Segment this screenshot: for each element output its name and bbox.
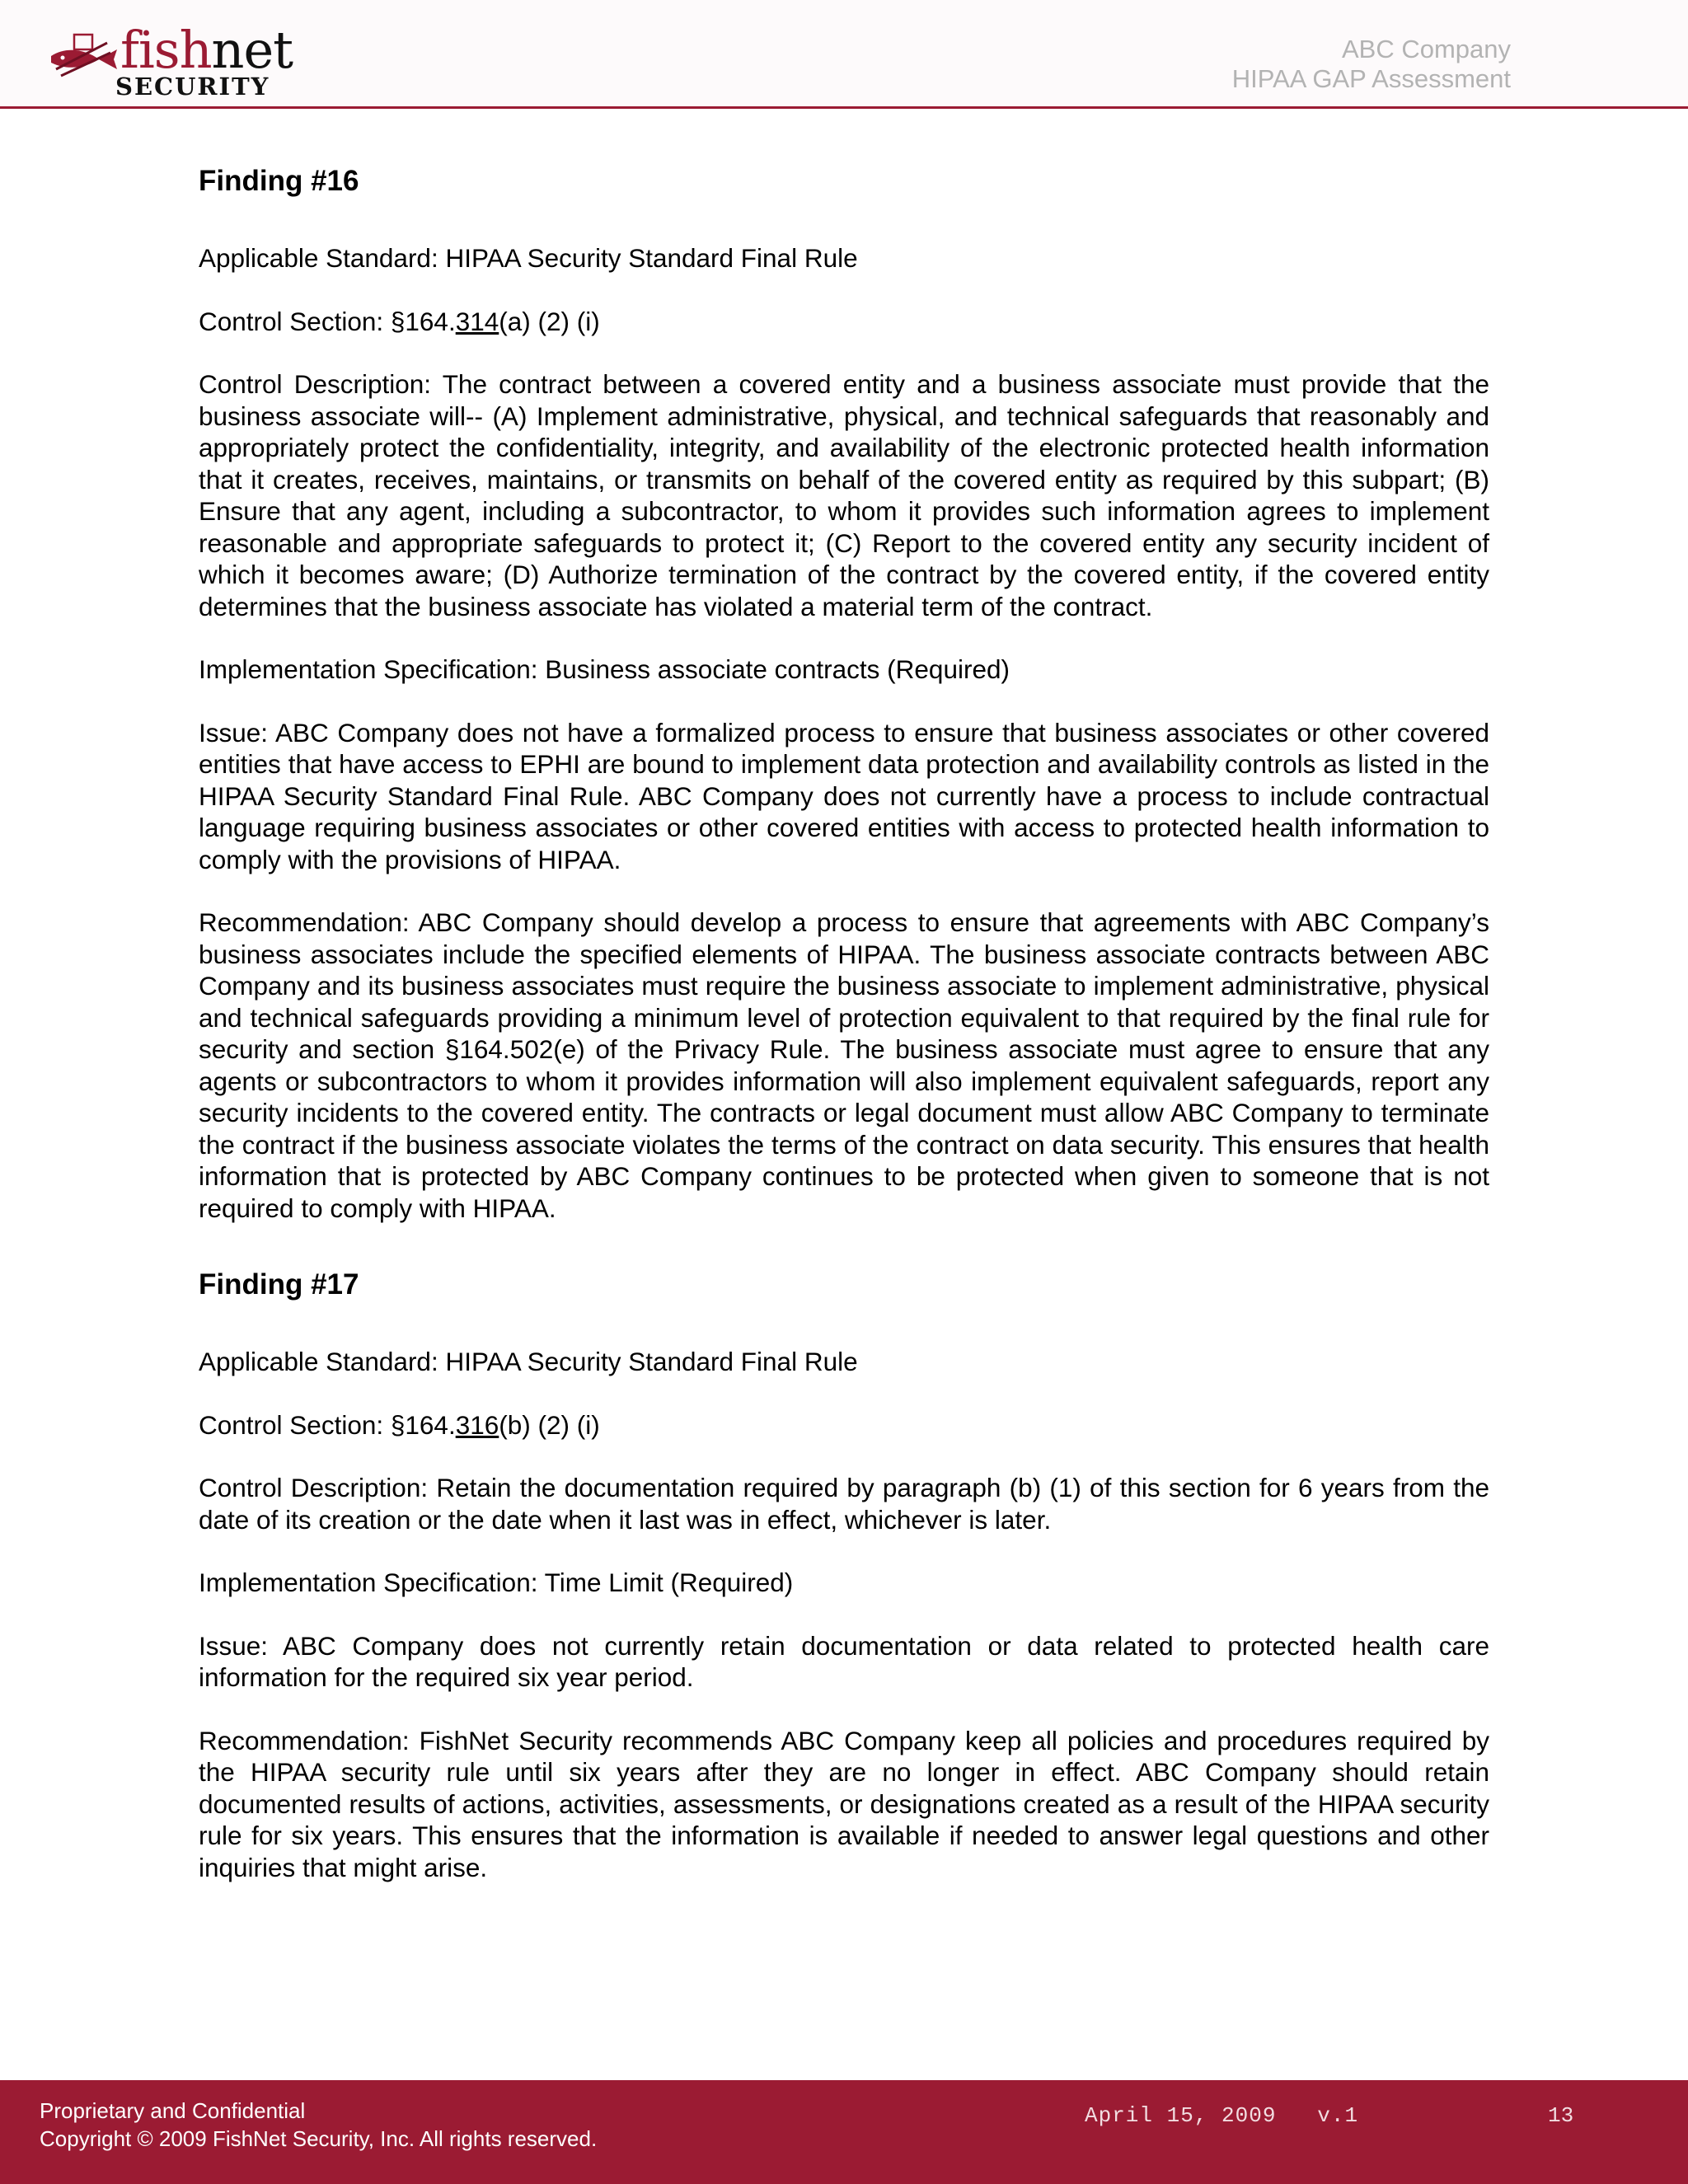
recommendation: Recommendation: FishNet Security recommends ABC Company keep all policies and procedures required by the HIPAA security rule until six years after they are no longer in effect. ABC Company should retain documented results of actions, activities, assessments, or designations created as a result of the HIPAA security rule for six years. This ensures that the information is available if needed to answer legal questions and other inquiries that might arise. xyxy=(199,1725,1489,1882)
logo-word-security: SECURITY xyxy=(115,73,270,101)
page-footer xyxy=(0,2080,1688,2184)
control-section-prefix: Control Section: §164. xyxy=(199,1409,456,1440)
finding-title: Finding #16 xyxy=(199,165,359,197)
control-description: Control Description: Retain the documentation required by paragraph (b) (1) of this section for 6 years from the date of its creation or the date when it last was in effect, whichever is later. xyxy=(199,1473,1489,1535)
footer-page-number: 13 xyxy=(1548,2103,1574,2128)
control-section-suffix: (a) (2) (i) xyxy=(499,306,600,336)
logo-word-net: net xyxy=(211,20,293,80)
fish-logo-icon xyxy=(49,31,120,89)
document-body xyxy=(199,163,1489,1915)
header-meta xyxy=(1232,35,1511,94)
applicable-standard: Applicable Standard: HIPAA Security Standard Final Rule xyxy=(199,243,858,273)
finding-title: Finding #17 xyxy=(199,1268,359,1301)
control-section xyxy=(199,306,1489,338)
header-company: ABC Company xyxy=(1341,35,1511,63)
header-document-title: HIPAA GAP Assessment xyxy=(1231,64,1511,93)
logo-wordmark xyxy=(120,20,293,80)
control-section-number: 314 xyxy=(455,306,499,336)
finding-17 xyxy=(199,1267,1489,1883)
implementation-specification: Implementation Specification: Time Limit (Required) xyxy=(199,1568,794,1597)
control-section-prefix: Control Section: §164. xyxy=(199,306,456,336)
issue: Issue: ABC Company does not currently retain documentation or data related to protected health care information for the required six year period. xyxy=(199,1630,1489,1692)
logo-word-fish: fish xyxy=(120,20,212,80)
control-description: Control Description: The contract between a covered entity and a business associate must provide that the business associate will-- (A) Implement administrative, physical, and technical safeguards that reasonably and appropriately protect the confidentiality, integrity, and availability of the electronic protected health information that it creates, receives, maintains, or transmits on behalf of the covered entity as required by this subpart; (B) Ensure that any agent, including a subcontractor, to whom it provides such information agrees to implement reasonable and appropriate safeguards to protect it; (C) Report to the covered entity any security incident of which it becomes aware; (D) Authorize termination of the contract by the covered entity, if the covered entity determines that the business associate has violated a material term of the contract. xyxy=(199,369,1489,621)
finding-16 xyxy=(199,163,1489,1224)
issue: Issue: ABC Company does not have a formalized process to ensure that business associates or other covered entities that have access to EPHI are bound to implement data protection and availability controls as listed in the HIPAA Security Standard Final Rule. ABC Company does not currently have a process to include contractual language requiring business associates or other covered entities with access to protected health information to comply with the provisions of HIPAA. xyxy=(199,717,1489,874)
footer-date-version: April 15, 2009 v.1 xyxy=(1085,2103,1359,2128)
page-header xyxy=(0,0,1688,109)
footer-legal xyxy=(40,2097,597,2153)
footer-copyright: Copyright © 2009 FishNet Security, Inc. All rights reserved. xyxy=(40,2126,598,2151)
control-section-suffix: (b) (2) (i) xyxy=(499,1409,600,1440)
applicable-standard: Applicable Standard: HIPAA Security Standard Final Rule xyxy=(199,1347,858,1376)
implementation-specification: Implementation Specification: Business associate contracts (Required) xyxy=(199,654,1010,684)
recommendation: Recommendation: ABC Company should develop a process to ensure that agreements with ABC Company’s business associates include the specified elements of HIPAA. The business associate contracts between ABC Company and its business associates must require the business associate to implement administrative, physical and technical safeguards providing a minimum level of protection equivalent to that required by the final rule for security and section §164.502(e) of the Privacy Rule. The business associate must agree to ensure that any agents or subcontractors to whom it provides information will also implement equivalent safeguards, report any security incidents to the covered entity. The contracts or legal document must allow ABC Company to terminate the contract if the business associate violates the terms of the contract on data security. This ensures that health information that is protected by ABC Company continues to be protected when given to someone that is not required to comply with HIPAA. xyxy=(199,907,1489,1223)
control-section-number: 316 xyxy=(455,1409,499,1440)
fishnet-security-logo xyxy=(49,20,297,102)
control-section xyxy=(199,1409,1489,1441)
footer-confidential: Proprietary and Confidential xyxy=(40,2098,306,2123)
